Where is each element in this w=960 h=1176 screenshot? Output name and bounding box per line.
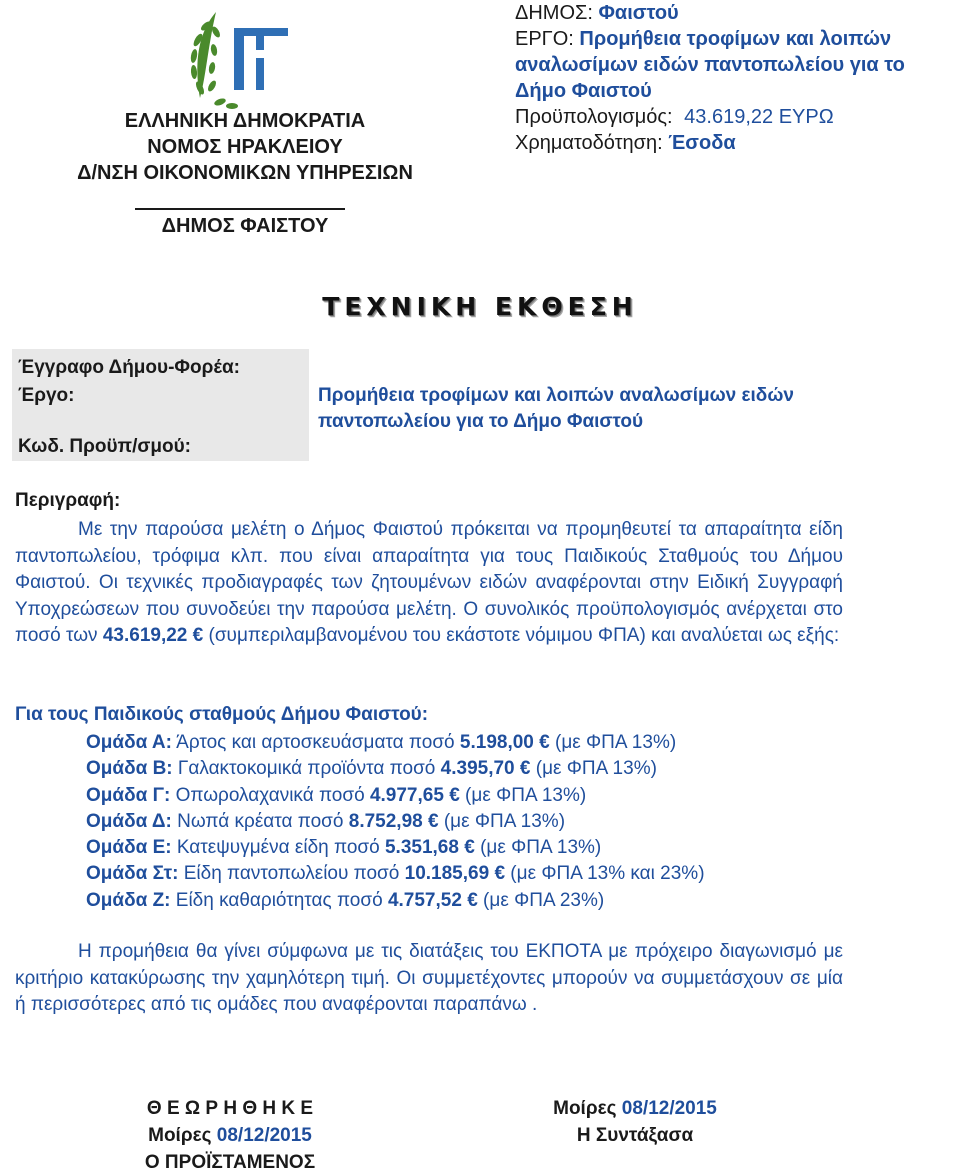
group-name: Ομάδα Α: xyxy=(86,732,172,753)
groups-heading: Για τους Παιδικούς σταθμούς Δήμου Φαιστού: xyxy=(15,704,429,725)
header-country: ΕΛΛΗΝΙΚΗ ΔΗΜΟΚΡΑΤΙΑ xyxy=(124,110,366,132)
project-field-label: Έργο: xyxy=(18,385,75,406)
group-amount: 4.395,70 € xyxy=(440,758,531,780)
group-amount: 4.977,65 € xyxy=(369,784,460,806)
group-name: Ομάδα Β: xyxy=(86,758,173,780)
signature-left-title: Ο ΠΡΟΪΣΤΑΜΕΝΟΣ xyxy=(144,1152,316,1173)
municipality-label: ΔΗΜΟΣ: xyxy=(515,2,593,24)
description-end: (συμπεριλαμβανομένου του εκάστοτε νόμιμου ΦΠΑ) και αναλύεται ως εξής: xyxy=(208,625,840,647)
group-name: Ομάδα Στ: xyxy=(86,863,179,885)
group-vat: (με ΦΠΑ 13%) xyxy=(555,732,677,753)
header-funding-line xyxy=(515,131,955,156)
group-desc: Νωπά κρέατα ποσό xyxy=(177,810,344,832)
group-amount: 5.351,68 € xyxy=(384,837,475,859)
group-amount: 5.198,00 € xyxy=(459,732,550,753)
project-line2: αναλωσίμων ειδών παντοπωλείου για το xyxy=(515,54,905,76)
description-text xyxy=(15,517,843,650)
signature-left-date-line xyxy=(80,1122,380,1149)
header-divider xyxy=(135,208,345,210)
group-item xyxy=(86,809,886,835)
signature-right-date-line xyxy=(485,1095,785,1122)
header-municipality-line xyxy=(515,1,955,26)
project-line1: Προμήθεια τροφίμων και λοιπών xyxy=(579,28,892,50)
group-item xyxy=(86,835,886,861)
group-vat: (με ΦΠΑ 13% και 23%) xyxy=(510,863,705,885)
group-name: Ομάδα Γ: xyxy=(86,784,171,806)
signature-left-place: Μοίρες xyxy=(148,1125,212,1146)
group-desc: Είδη παντοπωλείου ποσό xyxy=(183,863,400,885)
group-item xyxy=(86,783,886,809)
signature-left-date: 08/12/2015 xyxy=(216,1125,312,1146)
group-amount: 4.757,52 € xyxy=(387,889,478,911)
doc-label: Έγγραφο Δήμου-Φορέα: xyxy=(18,357,240,378)
project-label: ΕΡΓΟ: xyxy=(515,28,574,50)
report-title: ΤΕΧΝΙΚΗ ΕΚΘΕΣΗ xyxy=(322,292,638,321)
header-prefecture: ΝΟΜΟΣ ΗΡΑΚΛΕΙΟΥ xyxy=(147,136,343,158)
description-body: Με την παρούσα μελέτη ο Δήμος Φαιστού πρόκειται να προμηθευτεί τα απαραίτητα είδη παντοπωλείου, τρόφιμα κλπ. που είναι απαραίτητα για τους Παιδικούς Σταθμούς του Δήμου Φαιστού. Οι τεχνικές προδιαγραφές των ζητουμένων ειδών αναφέρονται στην Ειδική Συγγραφή Υποχρεώσεων που συνοδεύει την παρούσα μελέτη. Ο συνολικός προϋπολογισμός ανέρχεται στο ποσό των xyxy=(15,519,843,647)
group-vat: (με ΦΠΑ 23%) xyxy=(483,889,605,911)
funding-label: Χρηματοδότηση: xyxy=(515,132,663,154)
header-municipality: ΔΗΜΟΣ ΦΑΙΣΤΟΥ xyxy=(161,215,329,237)
description-heading: Περιγραφή: xyxy=(15,490,121,511)
group-desc: Οπωρολαχανικά ποσό xyxy=(175,784,365,806)
budget-value: 43.619,22 ΕΥΡΩ xyxy=(684,106,834,128)
group-vat: (με ΦΠΑ 13%) xyxy=(465,784,587,806)
header-directorate: Δ/ΝΣΗ ΟΙΚΟΝΟΜΙΚΩΝ ΥΠΗΡΕΣΙΩΝ xyxy=(77,162,413,184)
signature-right-place: Μοίρες xyxy=(553,1098,617,1119)
funding-value: Έσοδα xyxy=(668,132,736,154)
group-desc: Είδη καθαριότητας ποσό xyxy=(175,889,383,911)
group-desc: Γαλακτοκομικά προϊόντα ποσό xyxy=(177,758,436,780)
group-name: Ομάδα Ζ: xyxy=(86,889,171,911)
group-name: Ομάδα Δ: xyxy=(86,810,172,832)
project-description: Προμήθεια τροφίμων και λοιπών αναλωσίμων ειδών παντοπωλείου για το Δήμο Φαιστού xyxy=(318,385,794,432)
signature-right-date: 08/12/2015 xyxy=(621,1098,717,1119)
project-line3: Δήμο Φαιστού xyxy=(515,80,652,102)
signature-left-approved: Θ Ε Ω Ρ Η Θ Η Κ Ε xyxy=(146,1098,314,1119)
group-vat: (με ΦΠΑ 13%) xyxy=(480,837,602,859)
group-item xyxy=(86,888,886,914)
group-vat: (με ΦΠΑ 13%) xyxy=(535,758,657,780)
description-total: 43.619,22 € xyxy=(102,625,204,647)
group-item xyxy=(86,861,886,887)
group-amount: 8.752,98 € xyxy=(348,810,439,832)
group-desc: Άρτος και αρτοσκευάσματα ποσό xyxy=(176,732,455,753)
header-project-line xyxy=(515,27,955,52)
group-vat: (με ΦΠΑ 13%) xyxy=(443,810,566,832)
group-item xyxy=(86,730,886,756)
groups-list xyxy=(86,730,886,914)
group-item xyxy=(86,756,886,782)
group-amount: 10.185,69 € xyxy=(404,863,506,885)
budget-code-label: Κωδ. Προϋπ/σμού: xyxy=(18,436,191,457)
closing-paragraph: Η προμήθεια θα γίνει σύμφωνα με τις διατάξεις του ΕΚΠΟΤΑ με πρόχειρο διαγωνισμό με κριτήριο κατακύρωσης την χαμηλότερη τιμή. Οι συμμετέχοντες μπορούν να συμμετάσχουν σε μία ή περισσότερες από τις ομάδες που αναφέρονται παραπάνω . xyxy=(15,941,843,1016)
budget-label: Προϋπολογισμός: xyxy=(515,106,673,128)
greek-republic-emblem xyxy=(186,6,298,110)
header-budget-line xyxy=(515,105,955,130)
signature-right-author: Η Συντάξασα xyxy=(576,1125,694,1146)
municipality-value: Φαιστού xyxy=(598,2,679,24)
group-name: Ομάδα Ε: xyxy=(86,837,172,859)
group-desc: Κατεψυγμένα είδη ποσό xyxy=(176,837,380,859)
